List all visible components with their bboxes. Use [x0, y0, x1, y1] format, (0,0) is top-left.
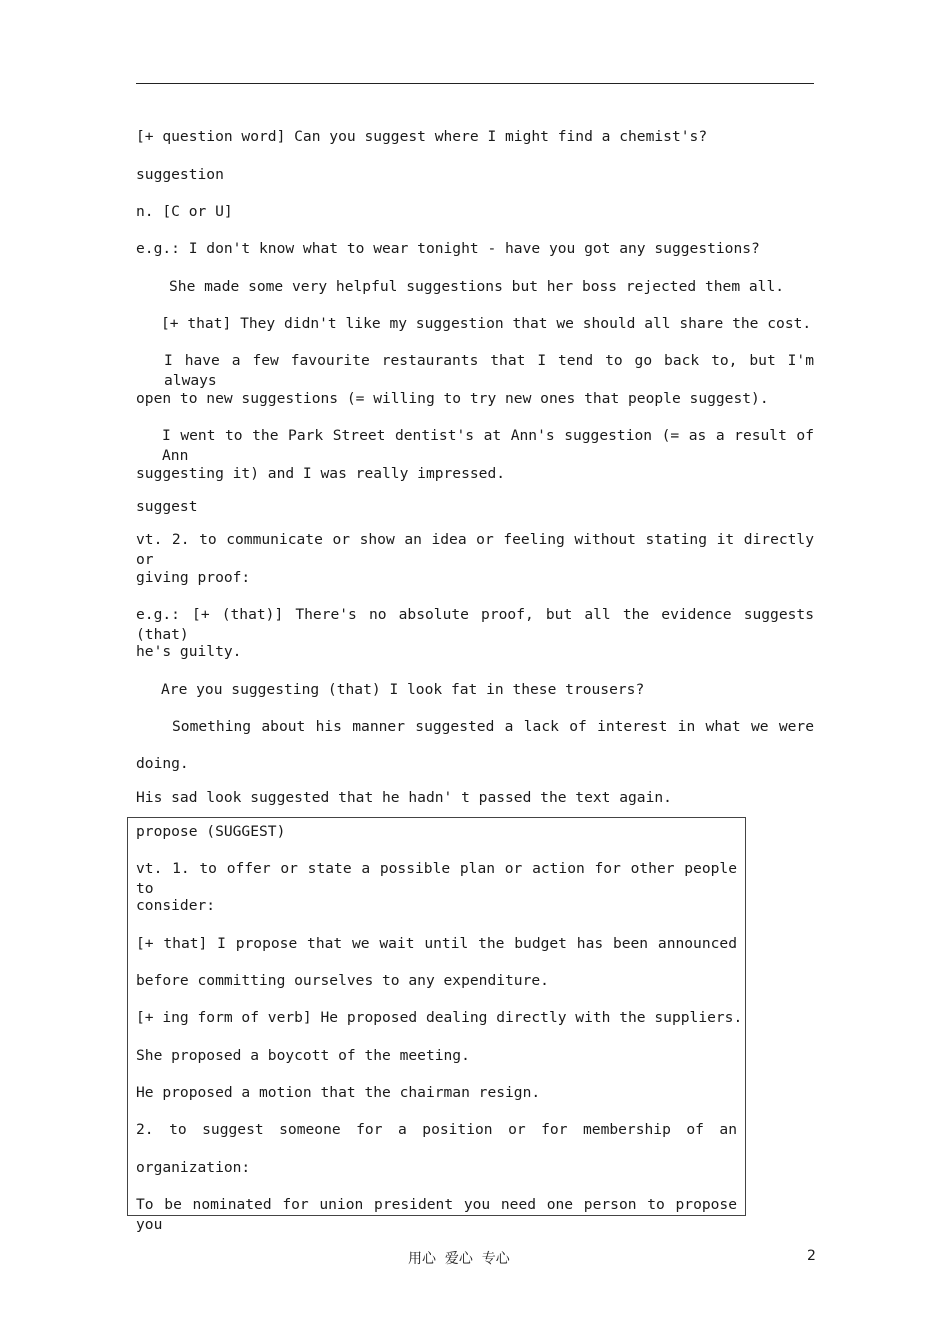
example-line: I have a few favourite restaurants that I tend to go back to, but I'm always	[164, 352, 814, 389]
box-line: To be nominated for union president you need one person to propose you	[136, 1196, 737, 1233]
box-line: [+ ing form of verb] He proposed dealing directly with the suppliers.	[136, 1009, 743, 1026]
example-line: open to new suggestions (= willing to try new ones that people suggest).	[136, 390, 769, 407]
box-line: He proposed a motion that the chairman resign.	[136, 1084, 541, 1101]
header-rule	[136, 83, 814, 84]
example-line: His sad look suggested that he hadn' t passed the text again.	[136, 789, 672, 806]
example-line: e.g.: I don't know what to wear tonight - have you got any suggestions?	[136, 240, 760, 257]
definition-line: giving proof:	[136, 569, 251, 586]
box-line: [+ that] I propose that we wait until the budget has been announced	[136, 935, 737, 952]
example-line: he's guilty.	[136, 643, 242, 660]
box-line: vt. 1. to offer or state a possible plan or action for other people to	[136, 860, 737, 897]
page-number: 2	[807, 1248, 816, 1264]
box-line: before committing ourselves to any expenditure.	[136, 972, 549, 989]
headword-suggestion: suggestion	[136, 166, 224, 183]
definition-line: vt. 2. to communicate or show an idea or feeling without stating it directly or	[136, 531, 814, 568]
example-line: She made some very helpful suggestions but her boss rejected them all.	[169, 278, 785, 295]
example-line: e.g.: [+ (that)] There's no absolute proof, but all the evidence suggests (that)	[136, 606, 814, 643]
box-line: consider:	[136, 897, 216, 914]
example-line: doing.	[136, 755, 189, 772]
example-line: Something about his manner suggested a lack of interest in what we were	[172, 718, 814, 735]
example-line: [+ that] They didn't like my suggestion that we should all share the cost.	[161, 315, 812, 332]
box-line: 2. to suggest someone for a position or for membership of an	[136, 1121, 737, 1138]
example-line: suggesting it) and I was really impressed.	[136, 465, 506, 482]
box-line: organization:	[136, 1159, 251, 1176]
example-line: Are you suggesting (that) I look fat in these trousers?	[161, 681, 645, 698]
example-line: I went to the Park Street dentist's at Ann's suggestion (= as a result of Ann	[162, 427, 814, 464]
text-line: [+ question word] Can you suggest where I might find a chemist's?	[136, 128, 708, 145]
part-of-speech: n. [C or U]	[136, 203, 233, 220]
box-headword: propose (SUGGEST)	[136, 823, 286, 840]
box-line: She proposed a boycott of the meeting.	[136, 1047, 470, 1064]
headword-suggest: suggest	[136, 498, 198, 515]
footer-text: 用心 爱心 专心	[408, 1251, 510, 1267]
